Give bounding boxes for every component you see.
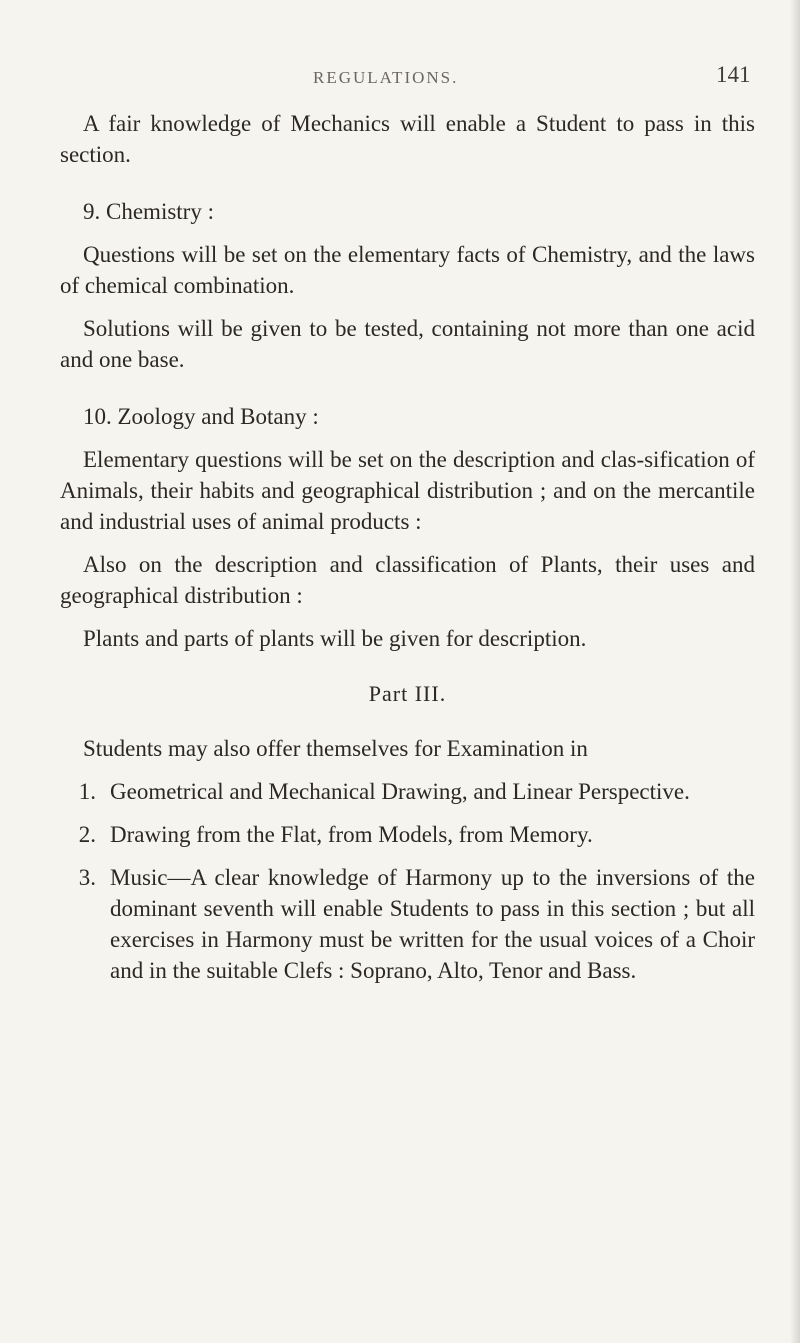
- page-content: [60, 108, 755, 986]
- list-item-number: 1.: [78, 779, 96, 804]
- list-item-number: 3.: [78, 865, 96, 890]
- running-head: REGULATIONS.: [313, 68, 459, 87]
- page-edge-shadow: [790, 0, 800, 1343]
- list-item: [60, 776, 755, 807]
- zoology-paragraph-3: Plants and parts of plants will be given for description.: [83, 626, 587, 651]
- zoology-paragraph-2: Also on the description and classification of Plants, their uses and geographical distribution :: [60, 552, 755, 608]
- mechanics-closing-paragraph: A fair knowledge of Mechanics will enable a Student to pass in this section.: [60, 111, 755, 167]
- chemistry-paragraph-1: Questions will be set on the elementary facts of Chemistry, and the laws of chemical combination.: [60, 242, 755, 298]
- list-item-text: Music—A clear knowledge of Harmony up to the inversions of the dominant seventh will enable Students to pass in this section ; but all exercises in Harmony must be written for the usual voices of a Choir and in the suitable Clefs : Soprano, Alto, Tenor and Bass.: [110, 865, 755, 983]
- chemistry-paragraph-2: Solutions will be given to be tested, containing not more than one acid and one base.: [60, 316, 755, 372]
- zoology-botany-heading: 10. Zoology and Botany :: [83, 404, 319, 429]
- list-item: [60, 819, 755, 850]
- list-item-text: Geometrical and Mechanical Drawing, and Linear Perspective.: [110, 779, 690, 804]
- page-number: 141: [716, 62, 751, 87]
- chemistry-heading: 9. Chemistry :: [83, 199, 214, 224]
- list-item-text: Drawing from the Flat, from Models, from Memory.: [110, 822, 593, 847]
- list-item-number: 2.: [78, 822, 96, 847]
- list-item: [60, 862, 755, 986]
- part-three-heading: Part III.: [368, 681, 447, 706]
- zoology-paragraph-1: Elementary questions will be set on the description and clas-sification of Animals, their habits and geographical distribution ; and on the mercantile and industrial uses of animal products :: [60, 447, 755, 534]
- part-three-intro: Students may also offer themselves for Examination in: [83, 736, 588, 761]
